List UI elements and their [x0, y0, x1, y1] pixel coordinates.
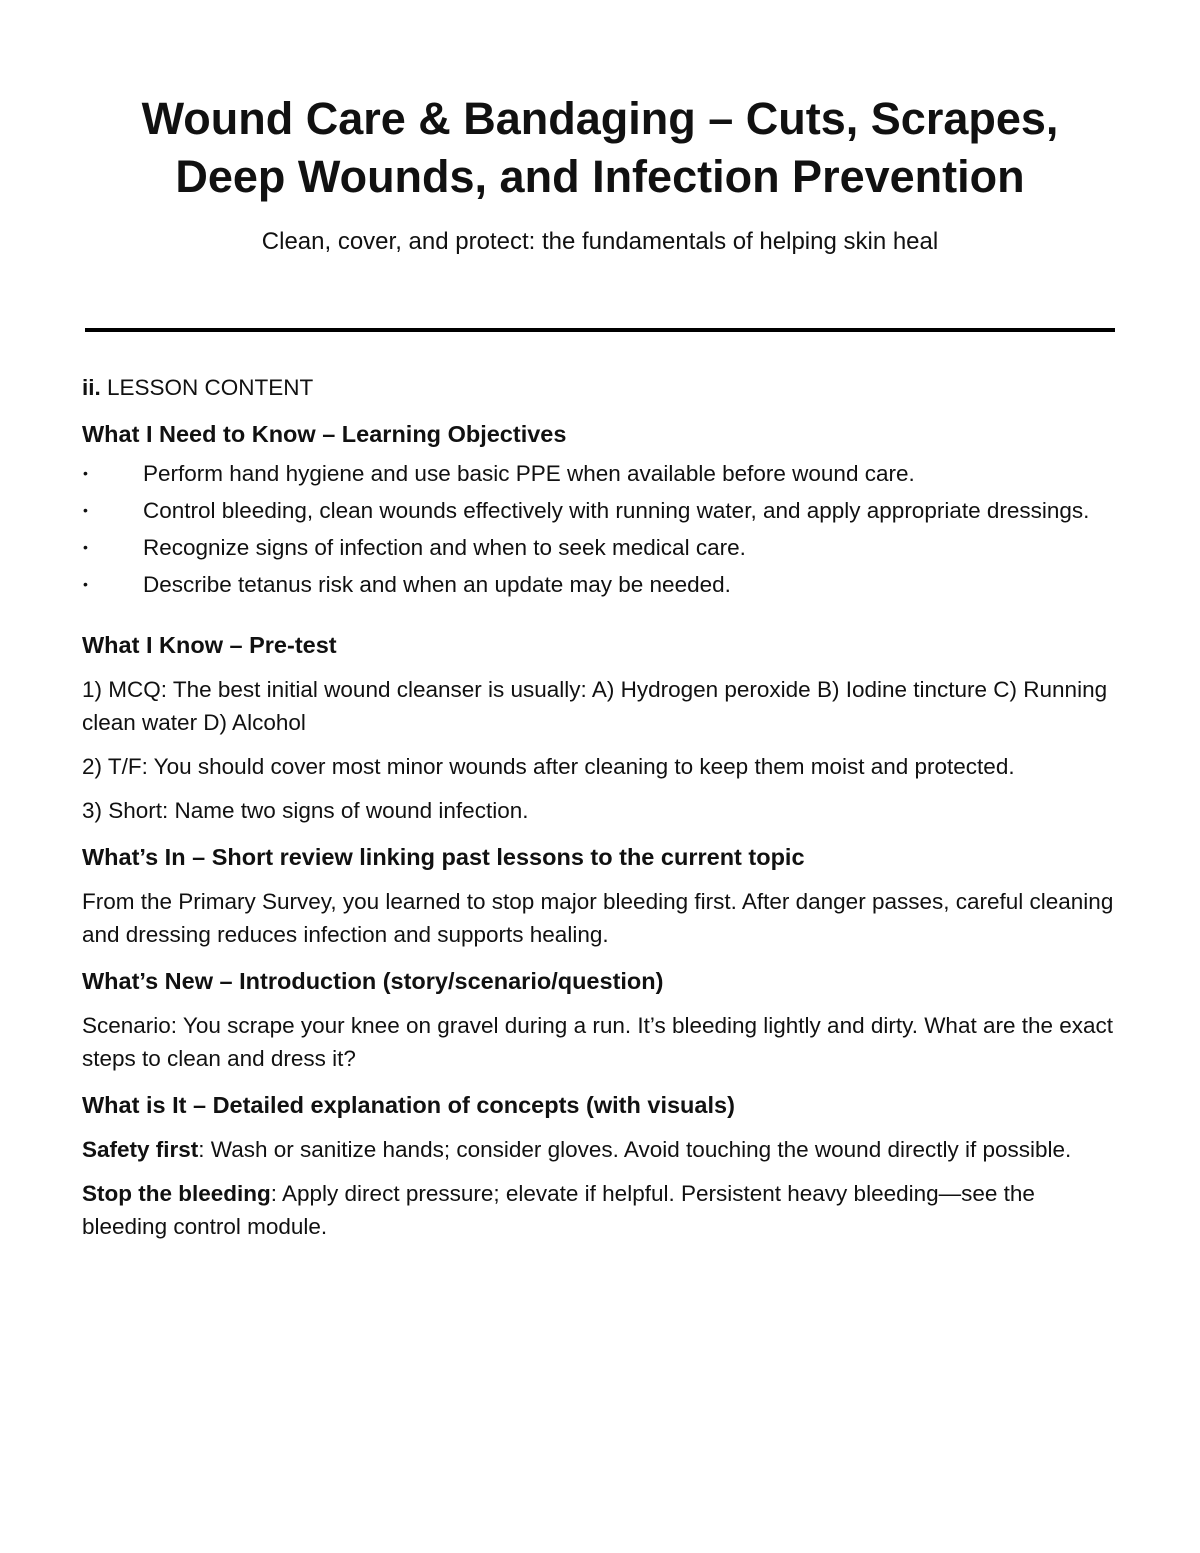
list-item: • Control bleeding, clean wounds effectively with running water, and apply appropriate dressings. [82, 494, 1122, 527]
objectives-heading: What I Need to Know – Learning Objectives [82, 421, 567, 447]
list-item: • Describe tetanus risk and when an update may be needed. [82, 568, 1122, 601]
objectives-list [82, 457, 1122, 601]
bullet-icon: • [83, 465, 88, 481]
concept-text: : Wash or sanitize hands; consider gloves. Avoid touching the wound directly if possible. [198, 1137, 1072, 1162]
page-subtitle: Clean, cover, and protect: the fundamentals of helping skin heal [261, 228, 939, 255]
concept-term: Safety first [82, 1137, 199, 1162]
what-is-it-heading: What is It – Detailed explanation of concepts (with visuals) [82, 1092, 735, 1118]
bullet-icon: • [83, 576, 88, 592]
list-item: • Perform hand hygiene and use basic PPE when available before wound care. [82, 457, 1122, 490]
horizontal-rule [85, 328, 1115, 332]
title-line-2: Deep Wounds, and Infection Prevention [175, 151, 1025, 202]
whats-new-text: Scenario: You scrape your knee on gravel during a run. It’s bleeding lightly and dirty. What are the exact steps to clean and dress it? [82, 1013, 1114, 1071]
concept-stop-bleeding [82, 1177, 1122, 1243]
whats-new-heading: What’s New – Introduction (story/scenario/question) [82, 968, 664, 994]
list-item: • Recognize signs of infection and when to seek medical care. [82, 531, 1122, 564]
whats-in-heading: What’s In – Short review linking past lessons to the current topic [82, 844, 805, 870]
concept-text: : Apply direct pressure; elevate if helpful. Persistent heavy bleeding—see the bleeding control module. [82, 1181, 1035, 1239]
pretest-question-1: 1) MCQ: The best initial wound cleanser is usually: A) Hydrogen peroxide B) Iodine tincture C) Running clean water D) Alcohol [82, 677, 1108, 735]
section-label: LESSON CONTENT [100, 375, 314, 400]
title-line-1: Wound Care & Bandaging – Cuts, Scrapes, [141, 93, 1059, 144]
section-prefix: ii. [82, 375, 101, 400]
section-heading [82, 371, 1122, 404]
page-title [60, 90, 1140, 206]
lesson-content [82, 371, 1122, 1243]
pretest-question-2: 2) T/F: You should cover most minor wounds after cleaning to keep them moist and protected. [82, 754, 1015, 779]
bullet-icon: • [83, 539, 88, 555]
concept-term: Stop the bleeding [82, 1181, 271, 1206]
concept-safety-first [82, 1133, 1122, 1166]
bullet-icon: • [83, 502, 88, 518]
pretest-question-3: 3) Short: Name two signs of wound infection. [82, 798, 529, 823]
whats-in-text: From the Primary Survey, you learned to stop major bleeding first. After danger passes, careful cleaning and dressing reduces infection and supports healing. [82, 889, 1114, 947]
pretest-heading: What I Know – Pre-test [82, 632, 337, 658]
